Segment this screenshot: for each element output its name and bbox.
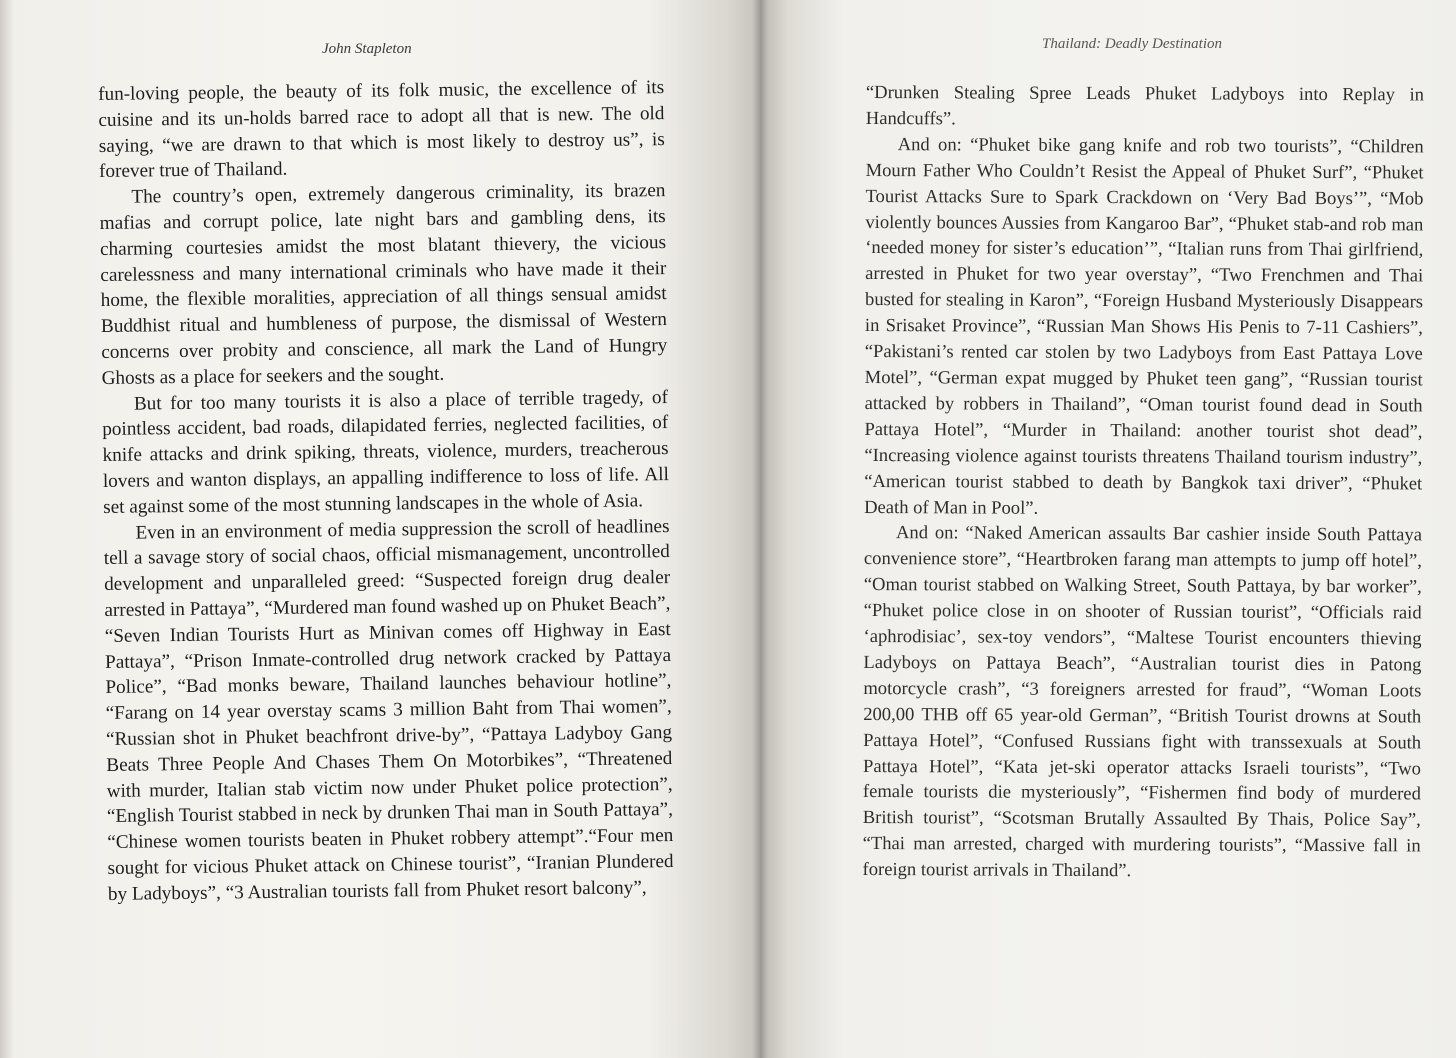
right-page-body: [862, 80, 1423, 886]
paragraph: And on: “Phuket bike gang knife and rob two tourists”, “Children Mourn Father Who Couldn’t Resist the Appeal of Phuket Surf”, “Phuket Tourist Attacks Sure to Spark Crackdown on ‘Very Bad Boys’”, “Mob violently bounces Aussies from Kangaroo Bar”, “Phuket stab-and rob man ‘needed money for sister’s education’”, “Italian runs from Thai girlfriend, arrested in Phuket for two year overstay”, “Two Frenchmen and Thai busted for stealing in Karon”, “Foreign Husband Mysteriously Disappears in Srisaket Province”, “Russian Man Shows His Penis to 7-11 Cashiers”, “Pakistani’s rented car stolen by two Ladyboys from East Pattaya Love Motel”, “German expat mugged by Phuket teen gang”, “Russian tourist attacked by robbers in Thailand”, “Oman tourist found dead in South Pattaya Hotel”, “Murder in Thailand: another tourist shot dead”, “Increasing violence against tourists threatens Thailand tourism industry”, “American tourist stabbed to death by Bangkok taxi driver”, “Phuket Death of Man in Pool”.: [864, 133, 1424, 519]
left-page-body: [98, 75, 674, 907]
left-running-head: John Stapleton: [322, 41, 412, 57]
paragraph: “Drunken Stealing Spree Leads Phuket Ladyboys into Replay in Handcuffs”.: [865, 81, 1424, 130]
book-gutter: [752, 0, 768, 1058]
paragraph: But for too many tourists it is also a place of terrible tragedy, of pointless accident, bad roads, dilapidated ferries, neglected facilities, of knife attacks and drink spiking, threats, violence, murders, treacherous lovers and wanton displays, an appalling indifference to loss of life. All set against some of the most stunning landscapes in the whole of Asia.: [102, 386, 669, 518]
paragraph: The country’s open, extremely dangerous criminality, its brazen mafias and corrupt police, late night bars and gambling dens, its charming courtesies amidst the most blatant thievery, the vicious carelessness and many international criminals who have made it their home, the flexible moralities, appreciation of all things sensual amidst Buddhist ritual and humbleness of purpose, the dismissal of Western concerns over probity and conscience, all mark the Land of Hungry Ghosts as a place for seekers and the sought.: [99, 180, 668, 389]
right-page: [760, 0, 1456, 1058]
right-running-head: Thailand: Deadly Destination: [1042, 36, 1222, 52]
paragraph: And on: “Naked American assaults Bar cashier inside South Pattaya convenience store”, “Heartbroken farang man attempts to jump off hotel”, “Oman tourist stabbed on Walking Street, South Pattaya, by bar worker”, “Phuket police close in on shooter of Russian tourist”, “Officials raid ‘aphrodisiac’, sex-toy vendors”, “Maltese Tourist encounters thieving Ladyboys on Pattaya Beach”, “Australian tourist dies in Patong motorcycle crash”, “3 foreigners arrested for fraud”, “Woman Loots 200,00 THB off 65 year-old German”, “British Tourist drowns at South Pattaya Hotel”, “Confused Russians fight with transsexuals at South Pattaya Hotel”, “Kata jet-ski operator attacks Israeli tourists”, “Two female tourists die mysteriously”, “Fishermen find body of murdered British tourist”, “Scotsman Brutally Assaulted By Thais, Police Say”, “Thai man arrested, charged with murdering tourists”, “Massive fall in foreign tourist arrivals in Thailand”.: [862, 522, 1423, 882]
paragraph: Even in an environment of media suppression the scroll of headlines tell a savage story of social chaos, official mismanagement, uncontrolled development and unparalleled greed: “Suspected foreign drug dealer arrested in Pattaya”, “Murdered man found washed up on Phuket Beach”, “Seven Indian Tourists Hurt as Minivan comes off Highway in East Pattaya”, “Prison Inmate-controlled drug network cracked by Pattaya Police”, “Bad monks beware, Thailand launches behaviour hotline”, “Farang on 14 year overstay scams 3 million Baht from Thai women”, “Russian shot in Phuket beachfront drive-by”, “Pattaya Ladyboy Gang Beats Three People And Chases Them On Motorbikes”, “Threatened with murder, Italian stab victim now under Phuket police protection”, “English Tourist stabbed in neck by drunken Thai man in South Pattaya”, “Chinese women tourists beaten in Phuket robbery attempt”.“Four men sought for vicious Phuket attack on Chinese tourist”, “Iranian Plundered by Ladyboys”, “3 Australian tourists fall from Phuket resort balcony”,: [103, 515, 674, 905]
page-edge-shadow: [0, 0, 14, 1058]
paragraph: fun-loving people, the beauty of its folk music, the excellence of its cuisine and its un-holds barred race to adopt all that is new. The old saying, “we are drawn to that which is most likely to destroy us”, is forever true of Thailand.: [98, 77, 665, 183]
